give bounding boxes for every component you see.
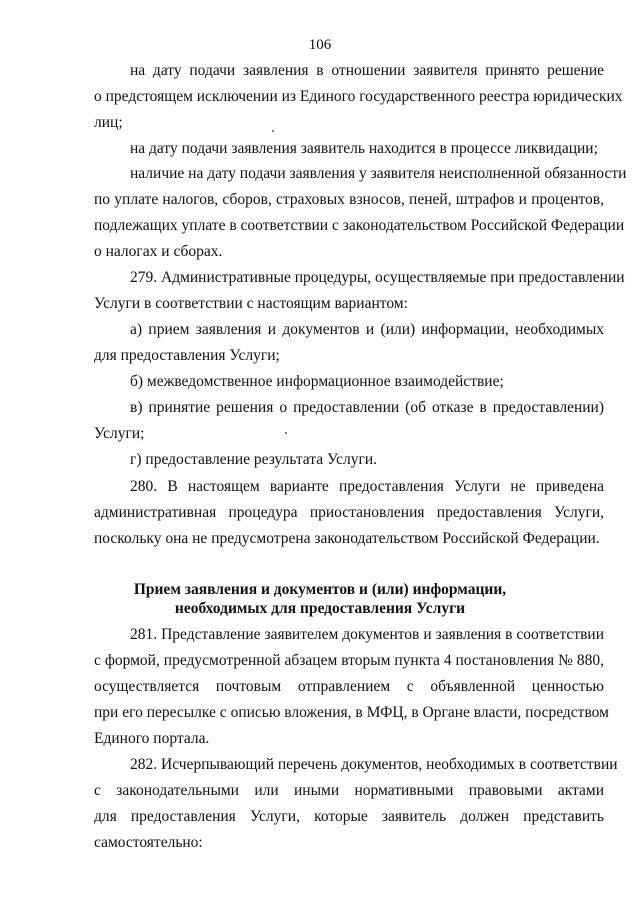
text-line: для предоставления Услуги, которые заявитель должен представить — [94, 808, 604, 825]
text-line: с законодательными или иными нормативными правовыми актами — [94, 782, 604, 799]
text-line: по уплате налогов, сборов, страховых взносов, пеней, штрафов и процентов, — [94, 191, 604, 208]
text-line: о предстоящем исключении из Единого государственного реестра юридических — [94, 88, 623, 105]
page-number: 106 — [308, 37, 332, 53]
text-line: подлежащих уплате в соответствии с законодательством Российской Федерации — [94, 217, 625, 234]
text-line: для предоставления Услуги; — [94, 347, 280, 364]
scan-speck — [285, 432, 287, 434]
text-line: на дату подачи заявления в отношении заявителя принято решение — [130, 62, 604, 79]
text-line: а) прием заявления и документов и (или) информации, необходимых — [130, 321, 604, 338]
text-line: 282. Исчерпывающий перечень документов, необходимых в соответствии — [130, 756, 618, 773]
text-line: административная процедура приостановления предоставления Услуги, — [94, 504, 604, 521]
text-line: г) предоставление результата Услуги. — [130, 451, 377, 468]
text-line: при его пересылке с описью вложения, в МФЦ, в Органе власти, посредством — [94, 704, 609, 721]
text-line: в) принятие решения о предоставлении (об отказе в предоставлении) — [130, 399, 604, 416]
scan-speck — [272, 130, 274, 132]
text-line: о налогах и сборах. — [94, 243, 223, 260]
text-line: 281. Представление заявителем документов и заявления в соответствии — [130, 626, 604, 643]
text-line: 279. Административные процедуры, осуществляемые при предоставлении — [130, 269, 625, 286]
text-line: наличие на дату подачи заявления у заявителя неисполненной обязанности — [130, 165, 627, 182]
text-line: 280. В настоящем варианте предоставления Услуги не приведена — [130, 478, 604, 495]
section-heading-line: Прием заявления и документов и (или) информации, — [133, 581, 507, 598]
text-line: с формой, предусмотренной абзацем вторым пункта 4 постановления № 880, — [94, 652, 604, 669]
text-line: осуществляется почтовым отправлением с объявленной ценностью — [94, 678, 604, 695]
text-line: поскольку она не предусмотрена законодательством Российской Федерации. — [94, 530, 600, 547]
text-line: лиц; — [94, 114, 123, 131]
text-line: б) межведомственное информационное взаимодействие; — [130, 373, 504, 390]
text-line: Услуги в соответствии с настоящим вариантом: — [94, 295, 408, 312]
section-heading-line: необходимых для предоставления Услуги — [174, 600, 466, 617]
text-line: Единого портала. — [94, 730, 210, 747]
text-line: самостоятельно: — [94, 834, 203, 851]
text-line: Услуги; — [94, 425, 145, 442]
text-line: на дату подачи заявления заявитель находится в процессе ликвидации; — [130, 140, 598, 157]
